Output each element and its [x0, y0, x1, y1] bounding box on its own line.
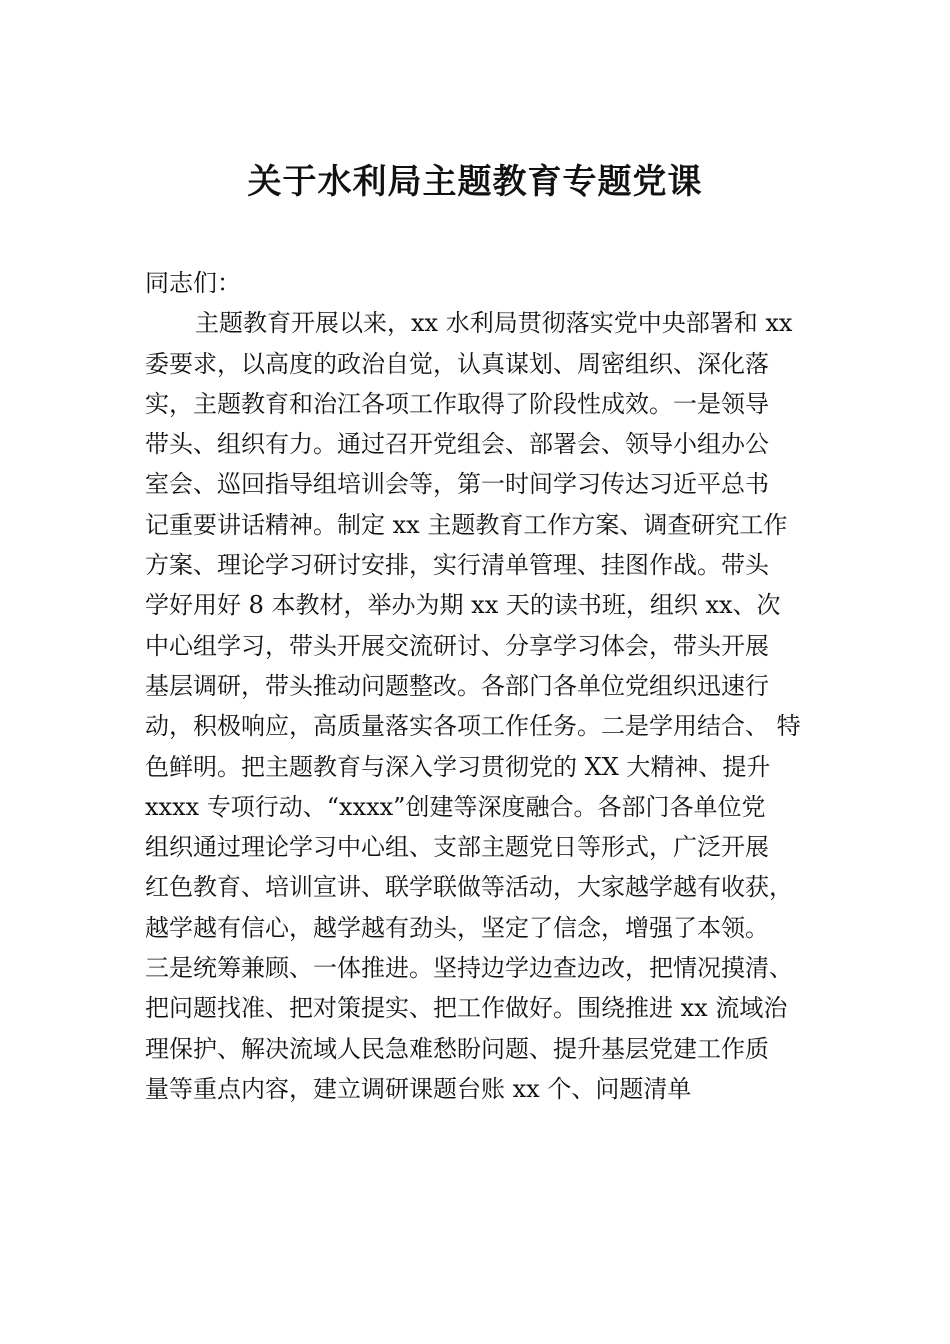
text-line: 基层调研，带头推动问题整改。各部门各单位党组织迅速行 — [145, 671, 769, 700]
text-line: 理保护、解决流域人民急难愁盼问题、提升基层党建工作质 — [145, 1034, 769, 1063]
text-line: 动，积极响应，高质量落实各项工作任务。二是学用结合、 特 — [145, 712, 801, 741]
text-line: 组织通过理论学习中心组、支部主题党日等形式，广泛开展 — [145, 833, 769, 862]
text-line: 红色教育、培训宣讲、联学联做等活动，大家越学越有收获， — [145, 873, 793, 902]
document-body — [145, 263, 825, 1109]
text-line: xxxx 专项行动、“xxxx”创建等深度融合。各部门各单位党 — [145, 792, 766, 821]
text-line: 量等重点内容，建立调研课题台账 xx 个、问题清单 — [145, 1074, 692, 1103]
text-line: 中心组学习，带头开展交流研讨、分享学习体会，带头开展 — [145, 631, 769, 660]
text-line: 越学越有信心，越学越有劲头，坚定了信念，增强了本领。 — [145, 913, 769, 942]
text-line: 室会、巡回指导组培训会等，第一时间学习传达习近平总书 — [145, 470, 769, 499]
text-line: 把问题找准、把对策提实、把工作做好。围绕推进 xx 流域治 — [145, 994, 788, 1023]
text-line: 带头、组织有力。通过召开党组会、部署会、领导小组办公 — [145, 430, 769, 459]
text-line: 记重要讲话精神。制定 xx 主题教育工作方案、调查研究工作 — [145, 510, 788, 539]
text-line: 色鲜明。把主题教育与深入学习贯彻党的 XX 大精神、提升 — [145, 752, 771, 781]
salutation: 同志们： — [145, 269, 241, 297]
text-line: 学好用好 8 本教材，举办为期 xx 天的读书班，组织 xx、次 — [145, 591, 781, 620]
text-line: 主题教育开展以来，xx 水利局贯彻落实党中央部署和 xx — [195, 309, 793, 338]
text-line: 委要求，以高度的政治自觉，认真谋划、周密组织、深化落 — [145, 349, 769, 378]
text-line: 三是统筹兼顾、一体推进。坚持边学边查边改，把情况摸清、 — [145, 954, 793, 983]
text-line: 实，主题教育和治江各项工作取得了阶段性成效。一是领导 — [145, 389, 769, 418]
document-title: 关于水利局主题教育专题党课 — [247, 162, 703, 202]
text-line: 方案、理论学习研讨安排，实行清单管理、挂图作战。带头 — [145, 551, 769, 580]
